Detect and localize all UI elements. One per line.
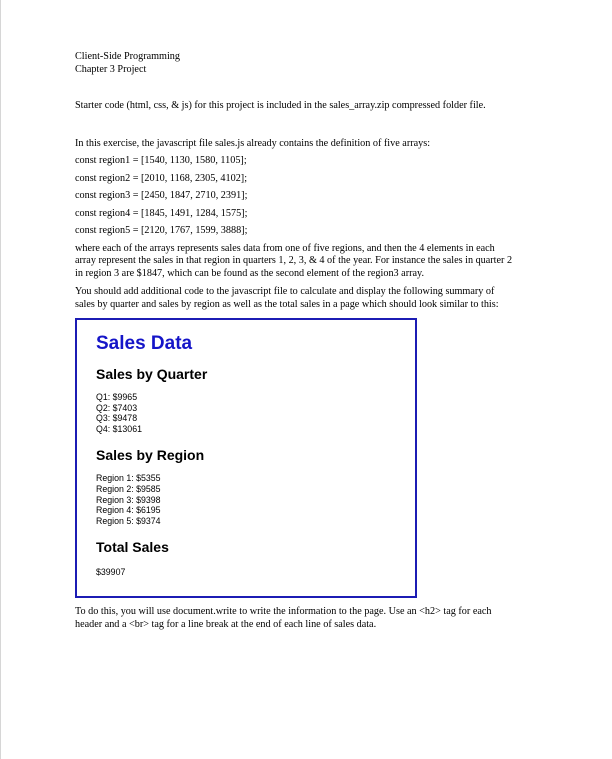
quarter-row: Q4: $13061 [96,423,142,434]
document-body [75,51,515,631]
code-line-region3: const region3 = [2450, 1847, 2710, 2391]; [75,190,248,201]
intro-paragraph: Starter code (html, css, & js) for this project is included in the sales_array.zip compressed folder file. [75,100,486,111]
code-line-region2: const region2 = [2010, 1168, 2305, 4102]; [75,172,248,184]
course-title: Client-Side Programming [75,51,180,62]
quarter-row: Q3: $9478 [96,413,138,424]
region-row: Region 1: $5355 [96,473,161,484]
code-line-region1: const region1 = [1540, 1130, 1580, 1105]; [75,155,247,166]
region-row: Region 3: $9398 [96,494,161,505]
quarter-row: Q2: $7403 [96,402,138,413]
total-value [96,567,396,578]
chapter-title: Chapter 3 Project [75,63,147,75]
code-line-region4: const region4 = [1845, 1491, 1284, 1575]; [75,207,248,219]
exercise-intro: In this exercise, the javascript file sales.js already contains the definition of five arrays: [75,137,431,149]
total-heading: Total Sales [96,539,169,556]
quarter-row: Q1: $9965 [96,392,138,402]
code-block [75,155,515,238]
region-row: Region 4: $6195 [96,505,161,516]
region-list [96,473,396,526]
region-row: Region 5: $9374 [96,515,161,526]
quarter-heading: Sales by Quarter [96,366,208,382]
sample-title: Sales Data [96,333,193,354]
sample-output-box [75,318,417,598]
quarter-list [96,392,396,434]
region-row: Region 2: $9585 [96,483,161,494]
description-paragraph: where each of the arrays represents sales data from one of five regions, and then the 4 elements in each array represent the sales in that region in quarters 1, 2, 3, & 4 of the year. For instance the sales in quarter 2 in region 3 are $1847, which can be found as the second element of the region3 array. [75,242,513,279]
page-edge [0,0,1,759]
instructions-paragraph: You should add additional code to the javascript file to calculate and display the following summary of sales by quarter and sales by region as well as the total sales in a page which should look similar to this: [75,286,499,310]
total-row: $39907 [96,567,126,578]
region-heading: Sales by Region [96,447,205,464]
code-line-region5: const region5 = [2120, 1767, 1599, 3888]; [75,225,248,236]
final-paragraph: To do this, you will use document.write to write the information to the page. Use an <h2> tag for each header and a <br> tag for a line break at the end of each line of sales data. [75,606,492,630]
